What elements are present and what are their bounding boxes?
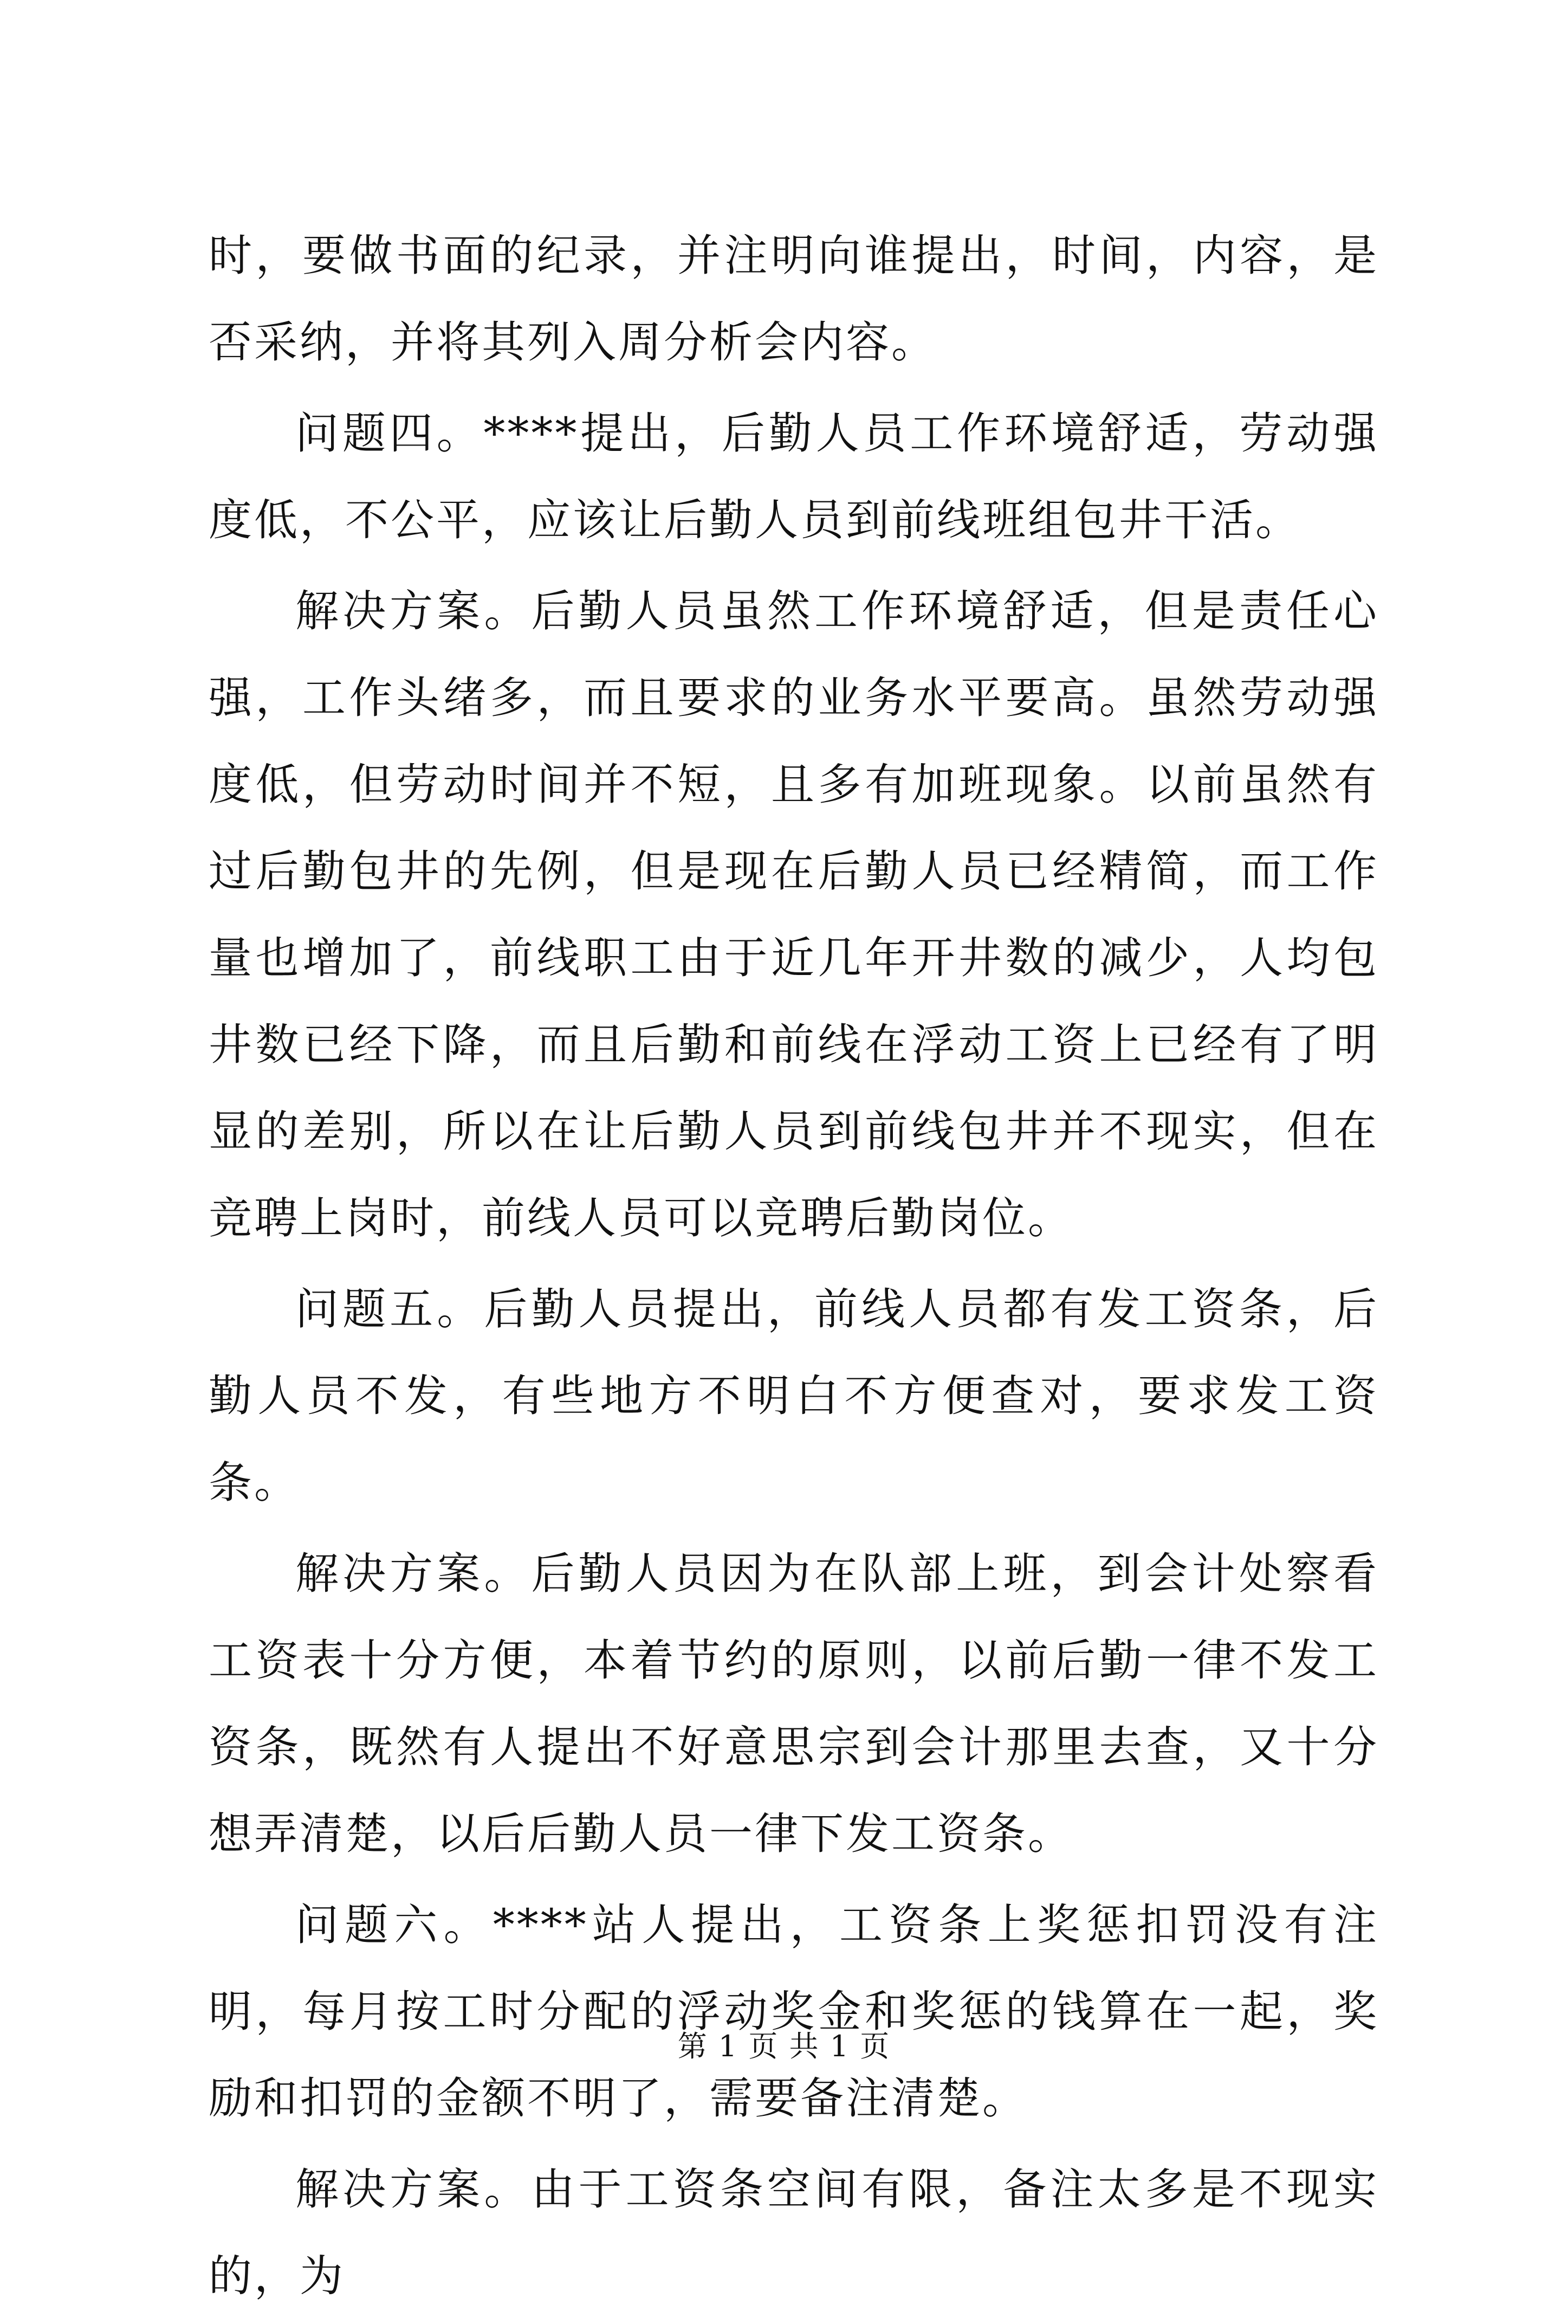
paragraph: 时，要做书面的纪录，并注明向谁提出，时间，内容，是否采纳，并将其列入周分析会内容。 — [209, 230, 1379, 367]
paragraph: 解决方案。后勤人员因为在队部上班，到会计处察看工资表十分方便，本着节约的原则，以前后勤一律不发工资条，既然有人提出不好意思宗到会计那里去查，又十分想弄清楚，以后后勤人员一律下发工资条。 — [209, 1548, 1379, 1859]
page-number-footer: 第 1 页 共 1 页 — [677, 2029, 891, 2063]
paragraph: 问题四。****提出，后勤人员工作环境舒适，劳动强度低，不公平，应该让后勤人员到前线班组包井干活。 — [209, 408, 1379, 545]
paragraph: 解决方案。由于工资条空间有限，备注太多是不现实的，为 — [209, 2164, 1379, 2301]
paragraph: 解决方案。后勤人员虽然工作环境舒适，但是责任心强，工作头绪多，而且要求的业务水平要高。虽然劳动强度低，但劳动时间并不短，且多有加班现象。以前虽然有过后勤包井的先例，但是现在后勤人员已经精简，而工作量也增加了，前线职工由于近几年开井数的减少，人均包井数已经下降，而且后勤和前线在浮动工资上已经有了明显的差别，所以在让后勤人员到前线包井并不现实，但在竞聘上岗时，前线人员可以竞聘后勤岗位。 — [209, 586, 1379, 1243]
paragraph: 问题五。后勤人员提出，前线人员都有发工资条，后勤人员不发，有些地方不明白不方便查对，要求发工资条。 — [209, 1284, 1379, 1508]
paragraph: 问题六。****站人提出，工资条上奖惩扣罚没有注明，每月按工时分配的浮动奖金和奖惩的钱算在一起，奖励和扣罚的金额不明了，需要备注清楚。 — [209, 1900, 1379, 2123]
body-text — [209, 212, 1379, 2324]
